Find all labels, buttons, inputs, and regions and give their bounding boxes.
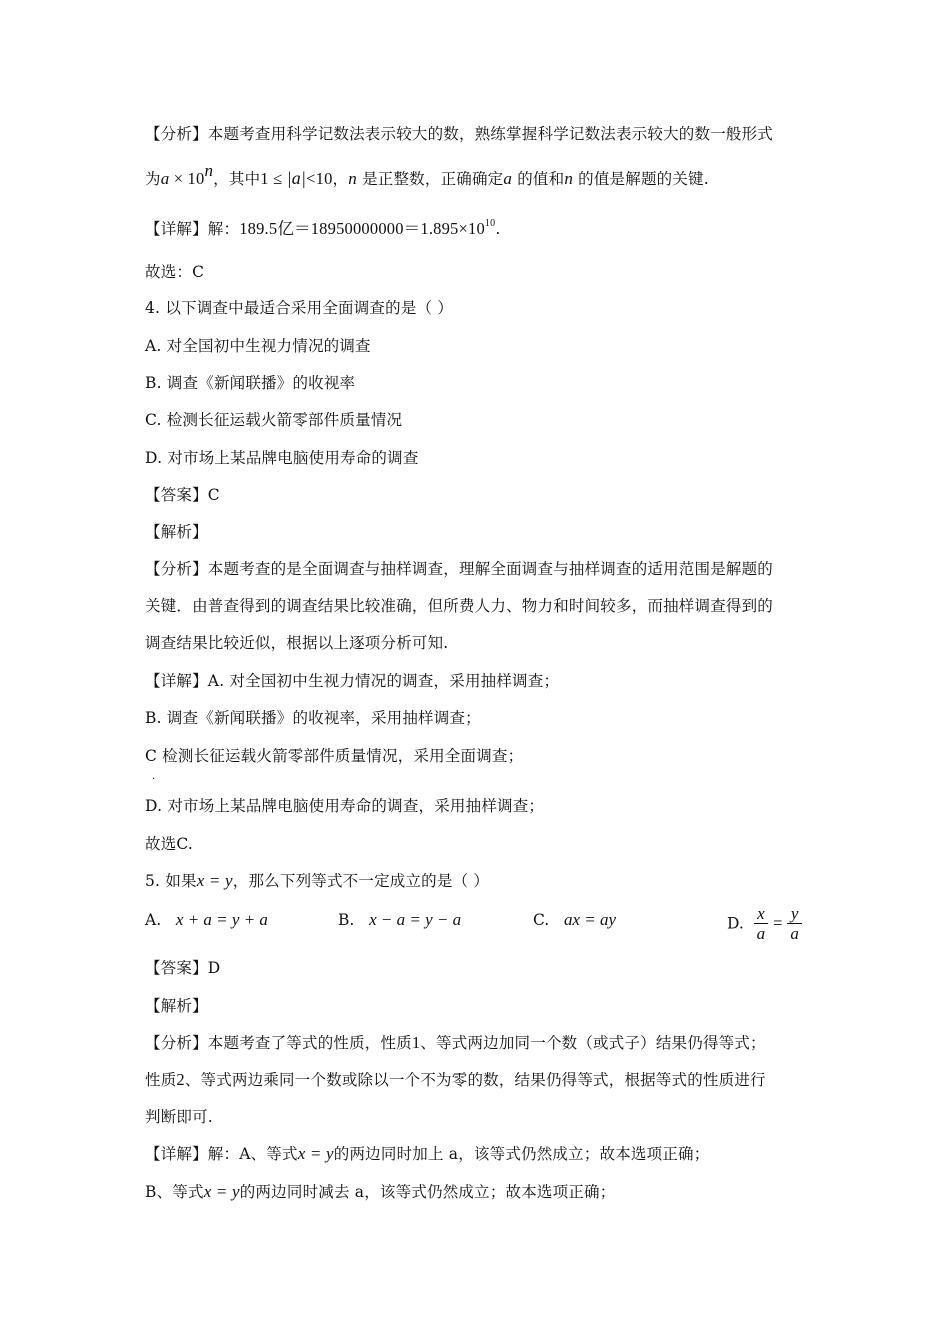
detail-q5-line2: B、等式x = y的两边同时减去 a，该等式仍然成立；故本选项正确；	[145, 1182, 616, 1201]
analysis-q3-line2: 为$a \times 10^n$，其中1 ≤ |a|<10，n 是正整数，正确确定a 的值和n 的值是解题的关键.	[145, 161, 709, 188]
analysis-q5-line1: 【分析】本题考查了等式的性质，性质1、等式两边加同一个数（或式子）结果仍得等式；	[145, 1033, 766, 1052]
question-4-stem: 4. 以下调查中最适合采用全面调查的是（ ）	[145, 299, 454, 317]
question-4-option-a: A. 对全国初中生视力情况的调查	[145, 337, 371, 355]
detail-q4-line1: 【详解】A. 对全国初中生视力情况的调查，采用抽样调查；	[145, 672, 560, 690]
question-4-option-c: C. 检测长征运载火箭零部件质量情况	[145, 411, 403, 429]
question-4-option-b: B. 调查《新闻联播》的收视率	[145, 374, 356, 392]
question-5-option-d: D. $\frac{x}{a}$ = $\frac{y}{a}$	[727, 904, 802, 943]
analysis-q4-line1: 【分析】本题考查的是全面调查与抽样调查，理解全面调查与抽样调查的适用范围是解题的	[145, 560, 774, 578]
question-5-stem: 5. 如果x = y，那么下列等式不一定成立的是（ ）	[145, 871, 490, 890]
explanation-heading-q4: 【解析】	[145, 523, 208, 541]
analysis-q3-line1: 【分析】本题考查用科学记数法表示较大的数，熟练掌握科学记数法表示较大的数一般形式	[145, 125, 774, 143]
analysis-q5-line2: 性质2、等式两边乘同一个数或除以一个不为零的数，结果仍得等式，根据等式的性质进行	[145, 1070, 766, 1089]
detail-q5-line1: 【详解】解：A、等式x = y的两边同时加上 a，该等式仍然成立；故本选项正确；	[145, 1144, 710, 1163]
conclusion-q4: 故选C.	[145, 835, 194, 853]
detail-q3: 【详解】解：189.5亿$=18950000000=1.895\times 10^{10}$.	[145, 218, 501, 238]
analysis-q4-line2: 关键．由普查得到的调查结果比较准确，但所费人力、物力和时间较多，而抽样调查得到的	[145, 597, 774, 615]
fraction-x-over-a: $\frac{x}{a}$	[754, 904, 769, 943]
conclusion-q3: 故选：C	[145, 263, 205, 281]
analysis-q4-line3: 调查结果比较近似，根据以上逐项分析可知.	[145, 634, 449, 652]
detail-q4-line3: C 检测长征运载火箭零部件质量情况，采用全面调查；	[145, 747, 524, 765]
explanation-heading-q5: 【解析】	[145, 997, 208, 1015]
detail-q4-line4: D. 对市场上某品牌电脑使用寿命的调查，采用抽样调查；	[145, 797, 545, 815]
answer-q4: 【答案】C	[145, 486, 220, 504]
question-5-option-b: B. x − a = y − a	[338, 910, 462, 929]
detail-q4-line2: B. 调查《新闻联播》的收视率，采用抽样调查；	[145, 709, 481, 727]
question-5-option-a: A. x + a = y + a	[145, 910, 268, 929]
stray-dot: ·	[152, 774, 156, 785]
question-4-option-d: D. 对市场上某品牌电脑使用寿命的调查	[145, 449, 419, 467]
answer-q5: 【答案】D	[145, 959, 221, 977]
fraction-y-over-a: $\frac{y}{a}$	[787, 904, 802, 943]
question-5-option-c: C. ax = ay	[533, 910, 617, 929]
analysis-q5-line3: 判断即可.	[145, 1108, 213, 1126]
